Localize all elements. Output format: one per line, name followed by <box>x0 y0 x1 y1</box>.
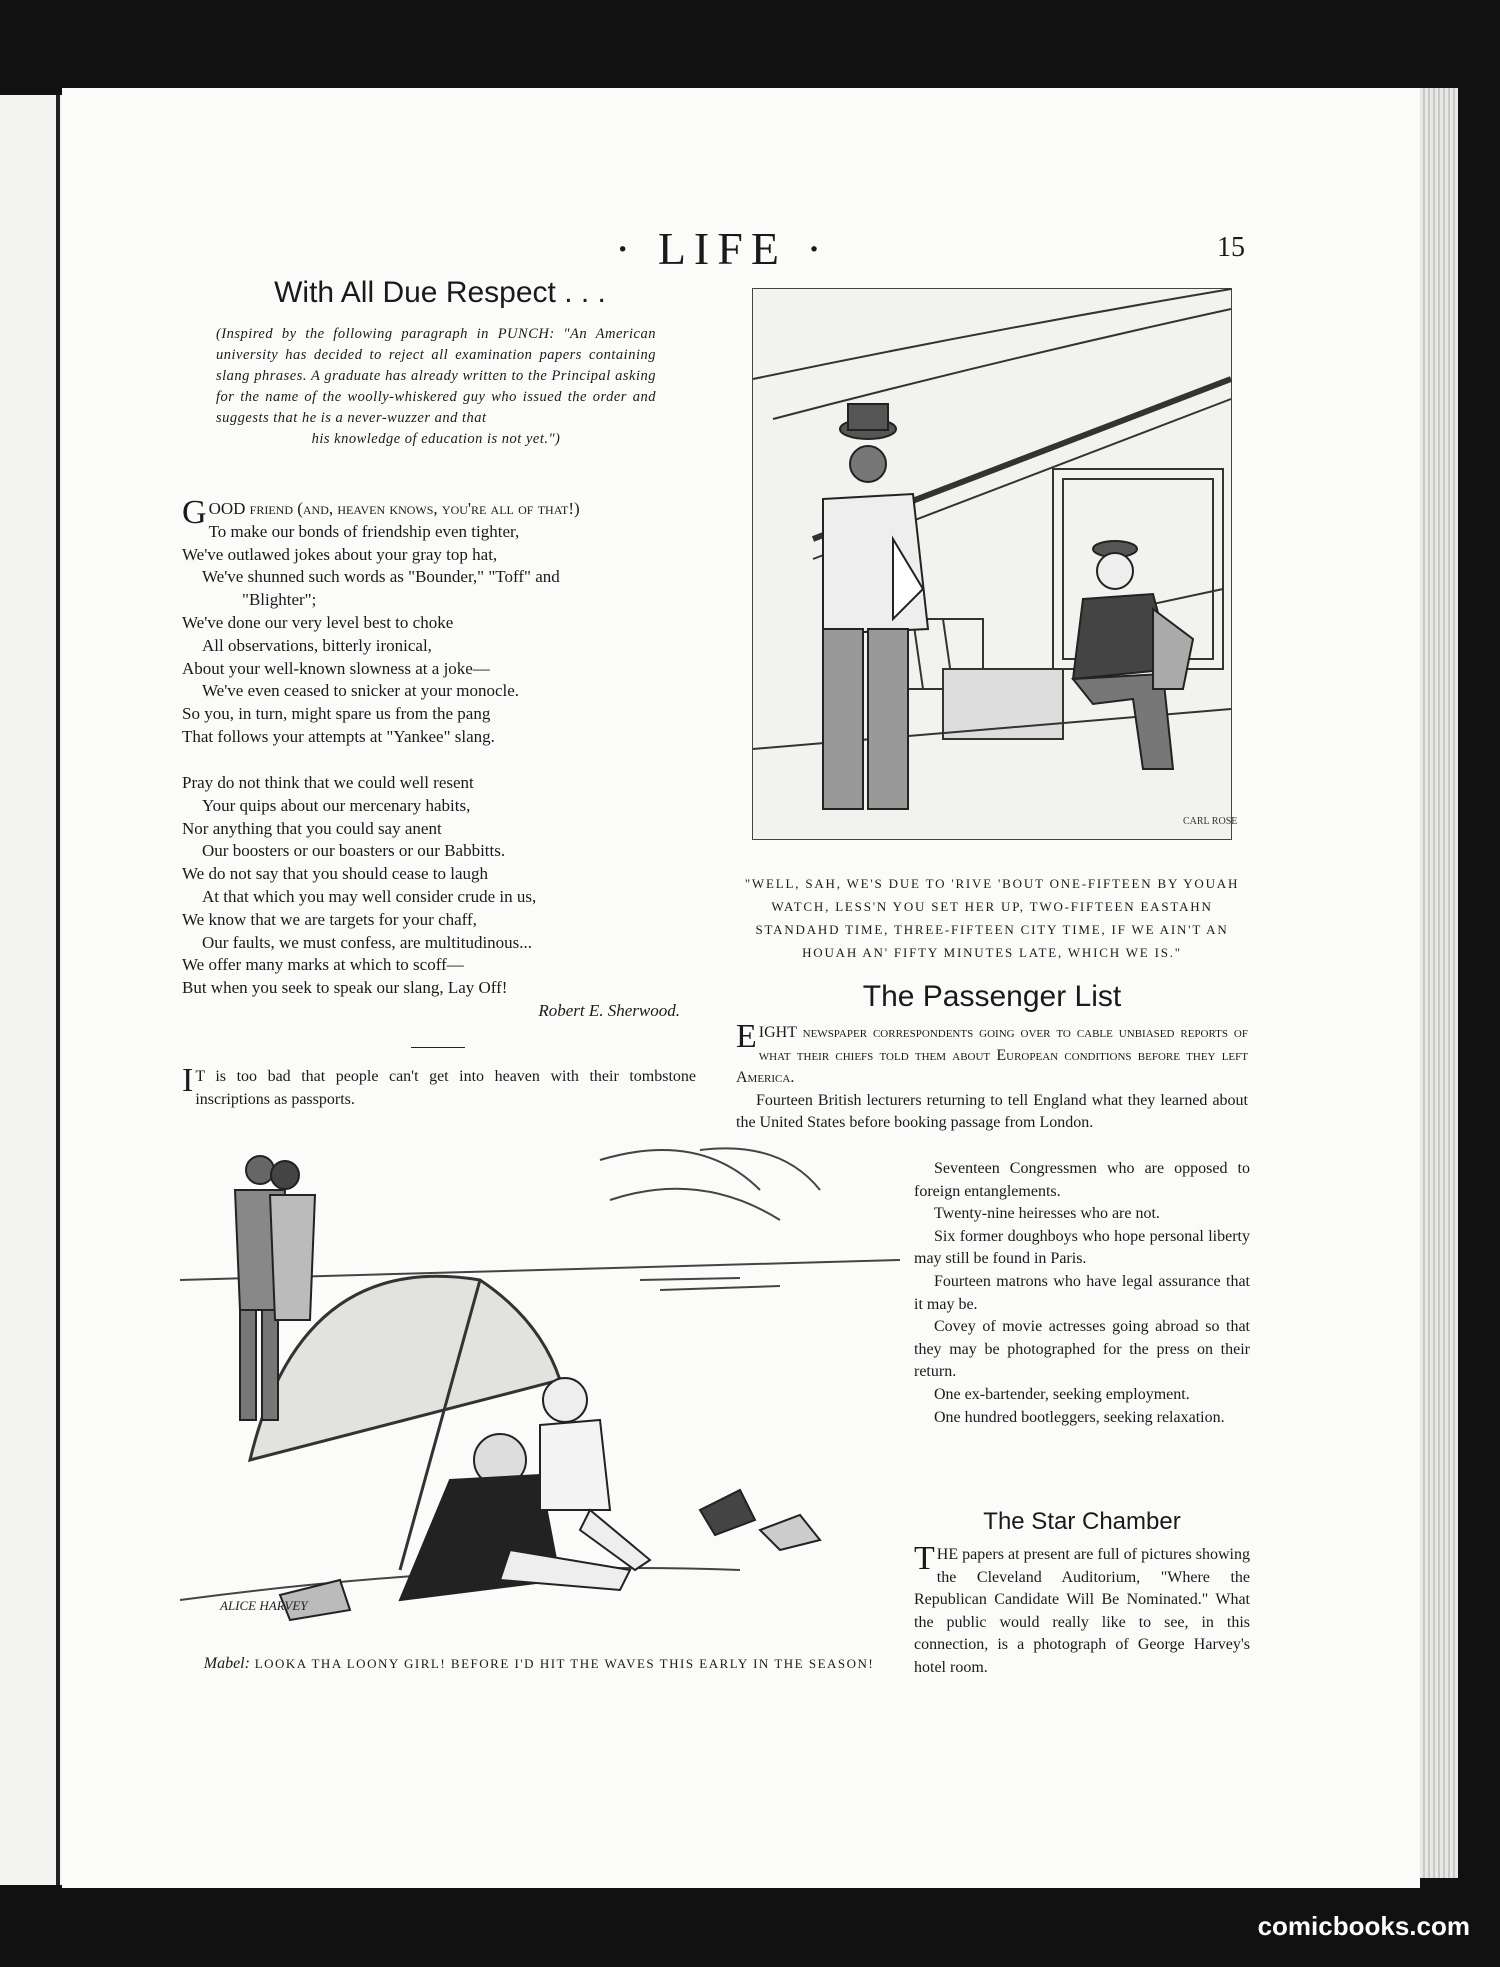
poem-stanza-1 <box>182 494 702 749</box>
beach-cartoon <box>180 1130 900 1640</box>
article-passenger-list <box>732 980 1252 1014</box>
drop-cap: I <box>182 1062 194 1099</box>
drop-cap: G <box>182 494 207 531</box>
passenger-list-intro <box>736 1018 1248 1135</box>
article-intro <box>216 324 656 450</box>
poem-line: We've even ceased to snicker at your monocle. <box>202 681 520 701</box>
article-title: The Passenger List <box>862 980 1122 1013</box>
intro-last-line: his knowledge of education is not yet.") <box>311 431 561 447</box>
artist-signature: ALICE HARVEY <box>220 1598 308 1613</box>
poem-line: At that which you may well consider crude in us, <box>202 886 537 906</box>
list-item: Fourteen matrons who have legal assurance that it may be. <box>914 1272 1250 1313</box>
poem-line: So you, in turn, might spare us from the pang <box>182 704 491 724</box>
poem-line: Nor anything that you could say anent <box>182 818 442 838</box>
article-with-all-due-respect <box>180 276 700 310</box>
poem-line: Our boosters or our boasters or our Babbitts. <box>202 841 506 861</box>
poem-line: We do not say that you should cease to laugh <box>182 864 488 884</box>
poem-line: Our faults, we must confess, are multitudinous... <box>202 932 533 952</box>
poem-line: All observations, bitterly ironical, <box>202 635 432 655</box>
poem-line: We've done our very level best to choke <box>182 612 454 632</box>
article-title: With All Due Respect . . . <box>274 276 606 309</box>
poem-line: OOD friend (and, heaven knows, you're all of that!) <box>208 499 580 518</box>
drop-cap: E <box>736 1018 757 1055</box>
train-illustration <box>753 289 1238 839</box>
gutter-line <box>56 95 60 1885</box>
site-watermark: comicbooks.com <box>1257 1911 1470 1941</box>
star-chamber-text <box>914 1540 1250 1680</box>
facing-page <box>0 95 62 1885</box>
poem-line: To make our bonds of friendship even tighter, <box>208 521 520 541</box>
list-item: Six former doughboys who hope personal liberty may still be found in Paris. <box>914 1227 1250 1268</box>
masthead: · LIFE · <box>615 223 830 274</box>
artist-signature: CARL ROSE <box>1183 816 1238 827</box>
article-title: The Star Chamber <box>983 1508 1181 1535</box>
beach-illustration <box>180 1130 900 1640</box>
poem-line: We offer many marks at which to scoff— <box>182 955 464 975</box>
article-star-chamber <box>914 1508 1250 1536</box>
poem-line: We've shunned such words as "Bounder," "Toff" and <box>202 567 560 587</box>
drop-cap: T <box>914 1540 935 1577</box>
beach-cartoon-caption <box>182 1652 896 1675</box>
passenger-list-items <box>914 1158 1250 1429</box>
poem-line: We've outlawed jokes about your gray top hat, <box>182 544 498 564</box>
page-number: 15 <box>1217 232 1245 263</box>
squib-text: T is too bad that people can't get into heaven with their tombstone inscriptions as passports. <box>195 1068 696 1108</box>
poem-line: We know that we are targets for your chaff, <box>182 909 477 929</box>
paragraph: HE papers at present are full of pictures showing the Cleveland Auditorium, "Where the Republican Candidate Will Be Nominated." What the public would really like to see, in this connection, is a photograph of George Harvey's hotel room. <box>914 1546 1250 1676</box>
train-cartoon-caption: "WELL, SAH, WE'S DUE TO 'RIVE 'BOUT ONE-FIFTEEN BY YOUAH WATCH, LESS'N YOU SET HER UP, TWO-FIFTEEN EASTAHN STANDAHD TIME, THREE-FIFTEEN CITY TIME, IF WE AIN'T AN HOUAH AN' FIFTY MINUTES LATE, WHICH WE IS." <box>744 876 1240 960</box>
poem-line: About your well-known slowness at a joke— <box>182 658 490 678</box>
poem-line: But when you seek to speak our slang, Lay Off! <box>182 978 508 998</box>
list-item: Seventeen Congressmen who are opposed to foreign entanglements. <box>914 1160 1250 1200</box>
caption-text: LOOKA THA LOONY GIRL! BEFORE I'D HIT THE WAVES THIS EARLY IN THE SEASON! <box>254 1656 875 1671</box>
author-byline: Robert E. Sherwood. <box>538 1000 680 1020</box>
poem-line: That follows your attempts at "Yankee" slang. <box>182 726 495 746</box>
paragraph: IGHT newspaper correspondents going over to cable unbiased reports of what their chiefs told them about European conditions before they left America. <box>736 1024 1248 1087</box>
poem-line: Pray do not think that we could well resent <box>182 773 474 792</box>
divider-rule <box>411 1047 465 1048</box>
paragraph: Fourteen British lecturers returning to tell England what they learned about the United States before booking passage from London. <box>736 1091 1248 1132</box>
poem-line: "Blighter"; <box>242 590 317 610</box>
intro-text: (Inspired by the following paragraph in PUNCH: "An American university has decided to reject all examination papers containing slang phrases. A graduate has already written to the Principal asking for the name of the woolly-whiskered guy who issued the order and suggests that he is a never-wuzzer and that <box>216 326 656 426</box>
list-item: Covey of movie actresses going abroad so that they may be photographed for the press on their return. <box>914 1318 1250 1381</box>
poem-stanza-2 <box>182 772 702 1023</box>
poem-line: Your quips about our mercenary habits, <box>202 795 471 815</box>
squib-paragraph <box>182 1062 696 1111</box>
caption-speaker: Mabel: <box>203 1655 250 1672</box>
list-item: Twenty-nine heiresses who are not. <box>934 1205 1160 1223</box>
train-cartoon <box>752 288 1238 840</box>
page-edges <box>1420 88 1458 1878</box>
list-item: One ex-bartender, seeking employment. <box>934 1385 1190 1403</box>
list-item: One hundred bootleggers, seeking relaxation. <box>934 1408 1225 1426</box>
